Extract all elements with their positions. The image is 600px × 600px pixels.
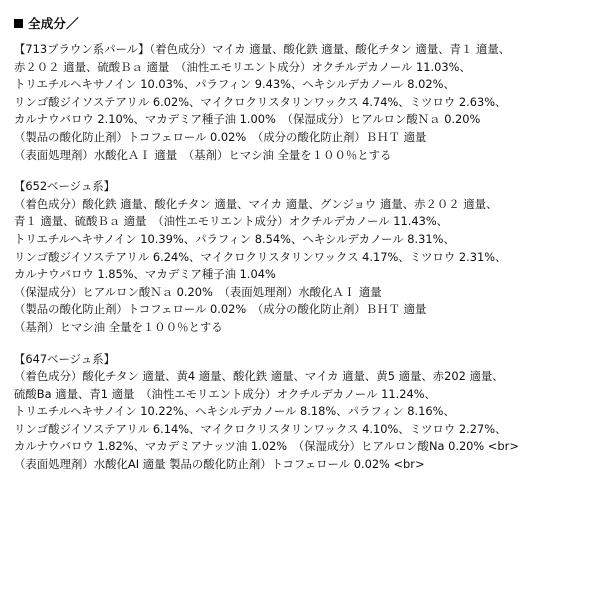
text-line: 青１ 適量、硫酸Ｂａ 適量 （油性エモリエント成分）オクチルデカノール 11.43%、: [14, 214, 449, 229]
text-line: （着色成分）酸化鉄 適量、酸化チタン 適量、マイカ 適量、グンジョウ 適量、赤２０２ 適量、: [14, 196, 498, 211]
text-line: 【652ベージュ系】: [14, 179, 116, 194]
text-line: リンゴ酸ジイソステアリル 6.24%、マイクロクリスタリンワックス 4.17%、ミツロウ 2.31%、: [14, 249, 507, 264]
text-line: 【647ベージュ系】: [14, 351, 116, 366]
text-line: トリエチルヘキサノイン 10.03%、パラフィン 9.43%、ヘキシルデカノール 8.02%、: [14, 77, 455, 92]
text-line: カルナウバロウ 1.82%、マカデミアナッツ油 1.02% （保湿成分）ヒアルロン酸Na 0.20% <br>: [14, 439, 519, 454]
text-line: カルナウバロウ 2.10%、マカデミア種子油 1.00% （保湿成分）ヒアルロン酸Ｎａ 0.20%: [14, 112, 481, 127]
square-bullet-icon: [14, 19, 23, 28]
ingredient-block-647: [14, 351, 588, 474]
text-line: （表面処理剤）水酸化AI 適量 製品の酸化防止剤）トコフェロール 0.02% <br>: [14, 457, 425, 472]
ingredient-block-713: [14, 41, 588, 164]
text-line: （保湿成分）ヒアルロン酸Ｎａ 0.20% （表面処理剤）水酸化ＡＩ 適量: [14, 284, 382, 299]
text-line: リンゴ酸ジイソステアリル 6.02%、マイクロクリスタリンワックス 4.74%、ミツロウ 2.63%、: [14, 94, 507, 109]
text-line: （着色成分）酸化チタン 適量、黄4 適量、酸化鉄 適量、マイカ 適量、黄5 適量、赤202 適量、: [14, 369, 504, 384]
ingredient-block-652: [14, 178, 588, 336]
text-line: 赤２０２ 適量、硫酸Ｂａ 適量 （油性エモリエント成分）オクチルデカノール 11.03%、: [14, 59, 471, 74]
text-line: （製品の酸化防止剤）トコフェロール 0.02% （成分の酸化防止剤）ＢＨＴ 適量: [14, 129, 427, 144]
page-title-text: 全成分／: [28, 16, 79, 31]
text-line: トリエチルヘキサノイン 10.39%、パラフィン 8.54%、ヘキシルデカノール 8.31%、: [14, 231, 455, 246]
text-line: （表面処理剤）水酸化ＡＩ 適量 （基剤）ヒマシ油 全量を１００％とする: [14, 147, 392, 162]
page-title: [14, 14, 588, 32]
text-line: カルナウバロウ 1.85%、マカデミア種子油 1.04%: [14, 267, 276, 282]
text-line: リンゴ酸ジイソステアリル 6.14%、マイクロクリスタリンワックス 4.10%、ミツロウ 2.27%、: [14, 421, 507, 436]
text-line: 硫酸Ba 適量、青1 適量 （油性エモリエント成分）オクチルデカノール 11.24%、: [14, 386, 436, 401]
text-line: （製品の酸化防止剤）トコフェロール 0.02% （成分の酸化防止剤）ＢＨＴ 適量: [14, 302, 427, 317]
text-line: 【713ブラウン系パール】（着色成分）マイカ 適量、酸化鉄 適量、酸化チタン 適量、青１ 適量、: [14, 42, 511, 56]
text-line: （基剤）ヒマシ油 全量を１００％とする: [14, 319, 223, 334]
text-line: トリエチルヘキサノイン 10.22%、ヘキシルデカノール 8.18%、パラフィン 8.16%、: [14, 404, 455, 419]
